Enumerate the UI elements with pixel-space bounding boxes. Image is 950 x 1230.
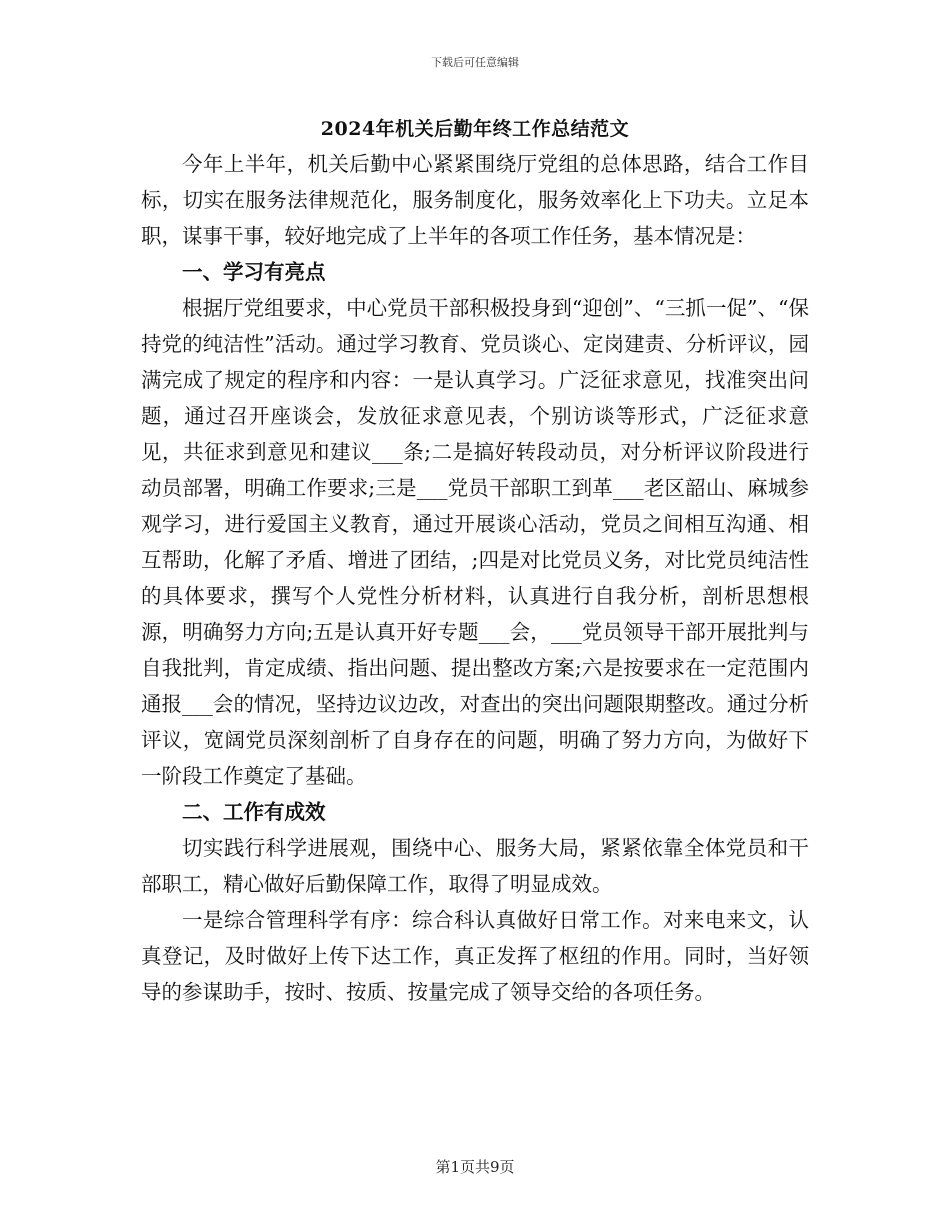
header-note: 下载后可任意编辑: [431, 56, 519, 69]
section-heading-results: 二、工作有成效: [182, 800, 326, 824]
results-paragraph: 切实践行科学进展观，围绕中心、服务大局，紧紧依靠全体党员和干部职工，精心做好后勤保障工作，取得了明显成效。: [141, 836, 809, 896]
section-heading-study: 一、学习有亮点: [182, 260, 326, 284]
management-paragraph: 一是综合管理科学有序：综合科认真做好日常工作。对来电来文，认真登记，及时做好上传下达工作，真正发挥了枢纽的作用。同时，当好领导的参谋助手，按时、按质、按量完成了领导交给的各项任务。: [141, 908, 809, 1004]
study-paragraph: 根据厅党组要求，中心党员干部积极投身到“迎创”、“三抓一促”、“保持党的纯洁性”活动。通过学习教育、党员谈心、定岗建责、分析评议，园满完成了规定的程序和内容：一是认真学习。广泛征求意见，找准突出问题，通过召开座谈会，发放征求意见表，个别访谈等形式，广泛征求意见，共征求到意见和建议___条;二是搞好转段动员，对分析评议阶段进行动员部署，明确工作要求;三是___党员干部职工到革___老区韶山、麻城参观学习，进行爱国主义教育，通过开展谈心活动，党员之间相互沟通、相互帮助，化解了矛盾、增进了团结，;四是对比党员义务，对比党员纯洁性的具体要求，撰写个人党性分析材料，认真进行自我分析，剖析思想根源，明确努力方向;五是认真开好专题___会，___党员领导干部开展批判与自我批判，肯定成绩、指出问题、提出整改方案;六是按要求在一定范围内通报___会的情况，坚持边议边改，对查出的突出问题限期整改。通过分析评议，宽阔党员深刻剖析了自身存在的问题，明确了努力方向，为做好下一阶段工作奠定了基础。: [141, 296, 809, 788]
page-number: 第1页共9页: [435, 1158, 515, 1176]
document-body: [141, 146, 809, 1010]
document-title: 2024年机关后勤年终工作总结范文: [320, 118, 630, 140]
intro-paragraph: 今年上半年，机关后勤中心紧紧围绕厅党组的总体思路，结合工作目标，切实在服务法律规范化，服务制度化，服务效率化上下功夫。立足本职，谋事干事，较好地完成了上半年的各项工作任务，基本情况是：: [141, 152, 809, 248]
